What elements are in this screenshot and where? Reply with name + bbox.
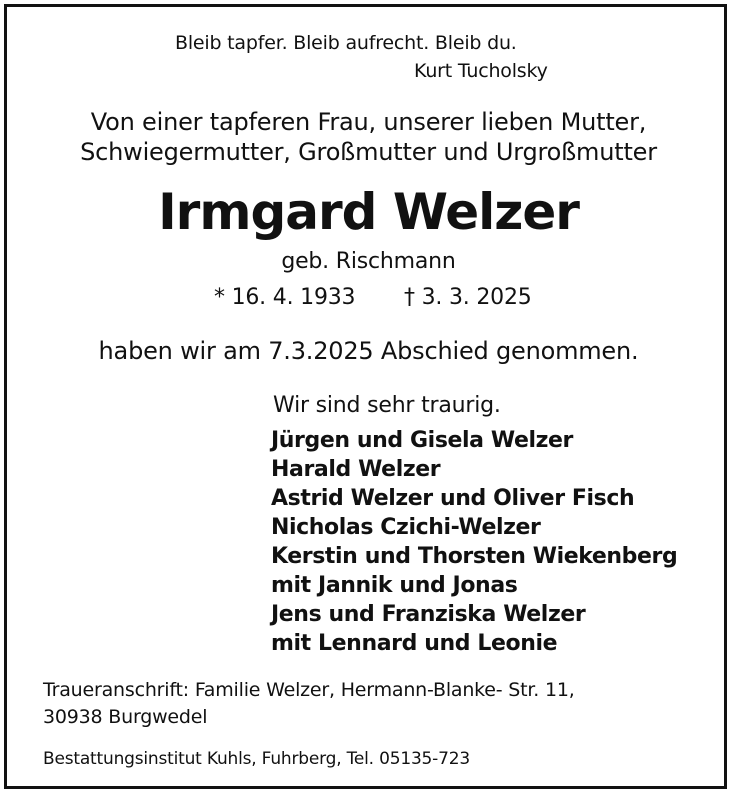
birth-date: * 16. 4. 1933 xyxy=(214,285,356,310)
address-line-1: Traueranschrift: Familie Welzer, Hermann-Blanke- Str. 11, xyxy=(43,679,575,701)
quote-text: Bleib tapfer. Bleib aufrecht. Bleib du. xyxy=(175,32,517,54)
mourning-address xyxy=(43,677,575,731)
death-date: † 3. 3. 2025 xyxy=(404,285,532,310)
mourners-list xyxy=(271,426,677,658)
intro-text xyxy=(0,107,737,167)
funeral-home: Bestattungsinstitut Kuhls, Fuhrberg, Tel. 05135-723 xyxy=(43,749,470,769)
intro-line-1: Von einer tapferen Frau, unserer lieben Mutter, xyxy=(90,108,647,136)
mourner-name: Jürgen und Gisela Welzer xyxy=(271,428,573,453)
mourner-name: mit Lennard und Leonie xyxy=(271,631,558,656)
mourner-name: Nicholas Czichi-Welzer xyxy=(271,515,541,540)
mourner-name: Astrid Welzer und Oliver Fisch xyxy=(271,486,635,511)
mourners-statement: Wir sind sehr traurig. xyxy=(273,393,501,418)
deceased-name: Irmgard Welzer xyxy=(158,183,579,241)
intro-line-2: Schwiegermutter, Großmutter und Urgroßmutter xyxy=(80,138,657,166)
mourner-name: Jens und Franziska Welzer xyxy=(271,602,586,627)
birth-name: geb. Rischmann xyxy=(281,249,456,274)
mourner-name: mit Jannik und Jonas xyxy=(271,573,518,598)
mourner-name: Kerstin und Thorsten Wiekenberg xyxy=(271,544,678,569)
quote-author: Kurt Tucholsky xyxy=(414,60,548,82)
mourner-name: Harald Welzer xyxy=(271,457,441,482)
address-line-2: 30938 Burgwedel xyxy=(43,706,208,728)
farewell-text: haben wir am 7.3.2025 Abschied genommen. xyxy=(98,337,639,365)
